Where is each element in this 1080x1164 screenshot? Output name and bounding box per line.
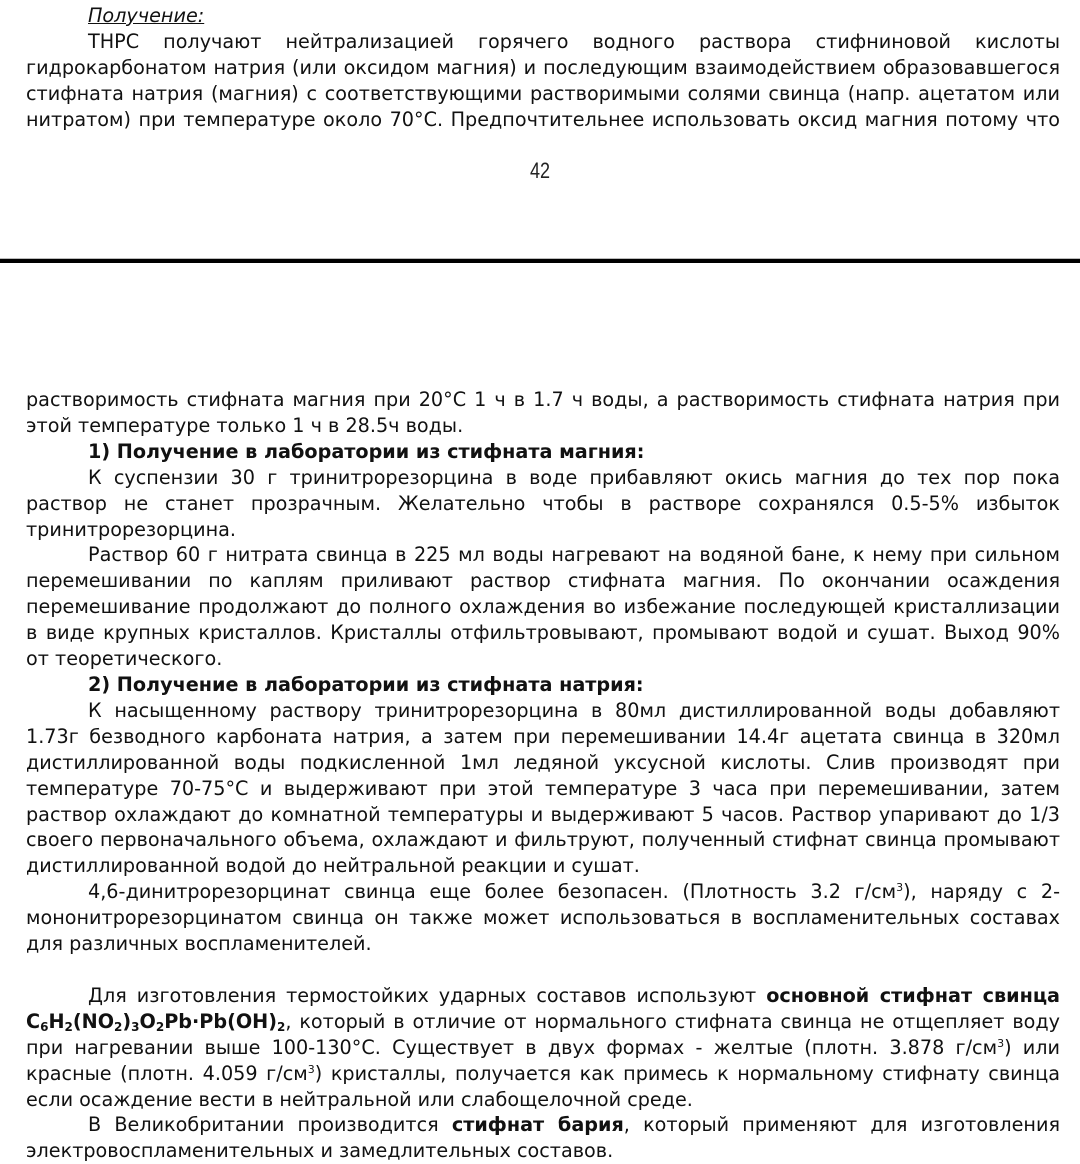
section-heading-preparation: Получение:	[88, 4, 205, 27]
bold-term: основной стифнат свинца	[766, 983, 1060, 1007]
formula-part: (NO	[72, 1009, 115, 1033]
section2-paragraph-1: К насыщенному раствору тринитрорезорцина в 80мл дистиллированной воды добавляют 1.73г безводного карбоната натрия, а затем при перемешивании 14.4г ацетата свинца в 320мл дистиллированной воды подкисленной 1мл ледяной уксусной кислоты. Слив производят при температуре 70-75°C и выдерживают при этой температуре 3 часа при перемешивании, затем раствор охлаждают до комнатной температуры и выдерживают 5 часов. Раствор упаривают до 1/3 своего первоначального объема, охлаждают и фильтруют, полученный стифнат свинца промывают дистиллированной водой до нейтральной реакции и сушат.	[26, 698, 1060, 878]
formula-part: H	[48, 1009, 65, 1033]
superscript: 3	[896, 881, 904, 895]
paragraph-line: ТНРС получают нейтрализацией горячего водного раствора стифниновой кислоты	[88, 29, 1060, 53]
bold-term: стифнат бария	[451, 1113, 624, 1137]
formula-part: O	[139, 1009, 156, 1033]
paragraph-line: гидрокарбонатом натрия (или оксидом магния) и последующим взаимодействием образовавшегося	[26, 55, 1060, 79]
superscript: 3	[307, 1062, 315, 1076]
spacer	[26, 957, 1060, 983]
paragraph-line: нитратом) при температуре около 70°C. Предпочтительнее использовать оксид магния потому что	[26, 107, 1060, 131]
text: ) или красные (плотн. 4.059 г/см	[26, 1035, 1061, 1085]
formula-part: )	[122, 1009, 132, 1033]
paragraph-line: стифната натрия (магния) с соответствующими растворимыми солями свинца (напр. ацетатом или	[26, 81, 1060, 105]
superscript: 3	[997, 1036, 1005, 1050]
text: В Великобритании производится	[88, 1113, 452, 1137]
formula-part: Pb·Pb(OH)	[164, 1009, 277, 1033]
formula-subscript: 6	[40, 1019, 49, 1034]
barium-paragraph	[26, 1112, 1060, 1164]
text: Для изготовления термостойких ударных составов используют	[88, 983, 767, 1007]
section1-paragraph-1: К суспензии 30 г тринитрорезорцина в воде прибавляют окись магния до тех пор пока раствор не станет прозрачным. Желательно чтобы в растворе сохранялся 0.5-5% избыток тринитрорезорцина.	[26, 465, 1060, 541]
text: 4,6-динитрорезорцинат свинца еще более безопасен. (Плотность 3.2 г/см	[88, 880, 897, 904]
page-bottom-text	[26, 387, 1060, 1164]
formula-part: C	[26, 1009, 41, 1033]
text: , который применяют для изготовления электровоспламенительных и замедлительных составов.	[26, 1113, 1060, 1163]
page-number: 42	[529, 158, 551, 183]
dinitro-paragraph	[26, 879, 1060, 957]
text: , который в отличие от нормального стифната свинца не отщепляет воду при нагревании выше 100-130°C. Существует в двух формах - желтые (плотн. 3.878 г/см	[26, 1009, 1060, 1059]
chemical-formula	[26, 1010, 285, 1033]
section1-paragraph-2: Раствор 60 г нитрата свинца в 225 мл воды нагревают на водяной бане, к нему при сильном перемешивании по каплям приливают раствор стифната магния. По окончании осаждения перемешивание продолжают до полного охлаждения во избежание последующей кристаллизации в виде крупных кристаллов. Кристаллы отфильтровывают, промывают водой и сушат. Выход 90% от теоретического.	[26, 543, 1060, 671]
formula-subscript: 2	[114, 1019, 123, 1034]
text: ), наряду с 2-мононитрорезорцинатом свинца он также может использоваться в воспламенительных составах для различных воспламенителей.	[26, 880, 1060, 956]
section2-title: 2) Получение в лаборатории из стифната натрия:	[88, 672, 644, 696]
formula-subscript: 3	[131, 1019, 140, 1034]
formula-subscript: 2	[155, 1019, 165, 1034]
formula-subscript: 2	[64, 1019, 73, 1034]
page-separator	[0, 258, 1080, 263]
formula-subscript: 2	[276, 1019, 286, 1034]
continuation-paragraph: растворимость стифната магния при 20°C 1 ч в 1.7 ч воды, а растворимость стифната натрия при этой температуре только 1 ч в 28.5ч воды.	[26, 388, 1060, 437]
section1-title: 1) Получение в лаборатории из стифната магния:	[88, 439, 645, 463]
basic-styphnate-paragraph	[26, 983, 1060, 1113]
text: ) кристаллы, получается как примесь к нормальному стифнату свинца если осаждение вести в нейтральной или слабощелочной среде.	[26, 1061, 1061, 1111]
page-top-text	[26, 3, 1060, 133]
